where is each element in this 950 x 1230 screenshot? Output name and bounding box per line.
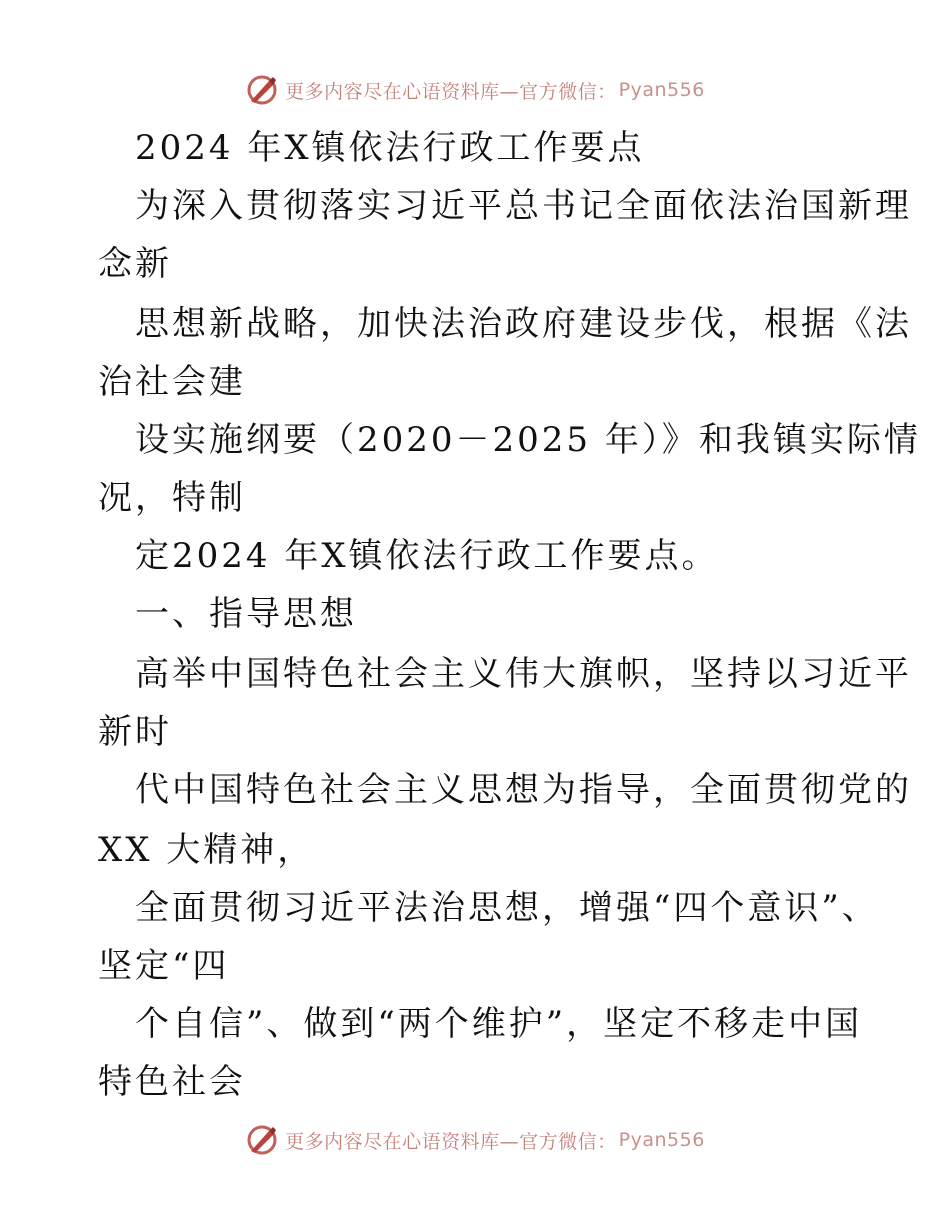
footer-watermark-banner	[0, 1120, 950, 1160]
watermark-wechat-id: Pyan556	[618, 79, 705, 101]
document-title: 2024 年X镇依法行政工作要点	[135, 128, 645, 168]
paragraph-line: 坚定“四	[98, 946, 230, 986]
watermark-text: 更多内容尽在心语资料库—官方微信：	[285, 1130, 617, 1153]
paragraph-line: 况，特制	[98, 478, 246, 518]
paragraph-line: 设实施纲要（2020－2025 年）》和我镇实际情	[135, 420, 921, 460]
pen-logo-icon	[245, 1123, 279, 1157]
paragraph-line: 为深入贯彻落实习近平总书记全面依法治国新理	[135, 186, 912, 226]
watermark-text: 更多内容尽在心语资料库—官方微信：	[285, 80, 617, 103]
paragraph-line: 定2024 年X镇依法行政工作要点。	[135, 536, 719, 576]
header-watermark-banner	[0, 70, 950, 110]
paragraph-line: 高举中国特色社会主义伟大旗帜，坚持以习近平	[135, 654, 912, 694]
paragraph-line: 全面贯彻习近平法治思想，增强“四个意识”、	[135, 888, 879, 928]
paragraph-line: 思想新战略，加快法治政府建设步伐，根据《法	[135, 304, 912, 344]
paragraph-line: 个自信”、做到“两个维护”，坚定不移走中国	[135, 1004, 863, 1044]
watermark-wechat-id: Pyan556	[618, 1129, 705, 1151]
paragraph-line: 念新	[98, 244, 172, 284]
paragraph-line: 代中国特色社会主义思想为指导，全面贯彻党的	[135, 770, 912, 810]
paragraph-line: 新时	[98, 712, 172, 752]
paragraph-line: 特色社会	[98, 1062, 246, 1102]
paragraph-line: 治社会建	[98, 362, 246, 402]
pen-logo-icon	[245, 73, 279, 107]
section-heading: 一、指导思想	[135, 594, 357, 634]
paragraph-line: XX 大精神，	[98, 830, 315, 870]
